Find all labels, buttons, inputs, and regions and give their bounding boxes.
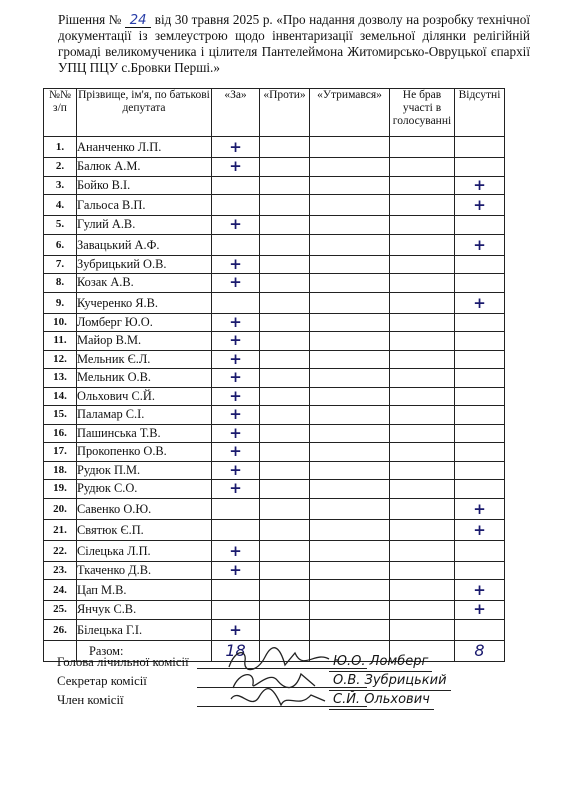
vote-abstained-mark xyxy=(310,406,390,425)
col-name: Прізвище, ім'я, по батькові депутата xyxy=(77,89,212,137)
deputy-name: Савенко О.Ю. xyxy=(77,498,212,519)
not-voted-mark xyxy=(390,561,455,580)
vote-for-mark: + xyxy=(212,137,260,158)
vote-against-mark xyxy=(260,158,310,177)
absent-mark xyxy=(455,561,505,580)
signature-block xyxy=(57,653,527,710)
table-row xyxy=(44,619,505,640)
table-row xyxy=(44,234,505,255)
vote-against-mark xyxy=(260,619,310,640)
vote-abstained-mark xyxy=(310,274,390,293)
not-voted-mark xyxy=(390,406,455,425)
absent-mark: + xyxy=(455,195,505,216)
row-number: 18. xyxy=(44,461,77,480)
vote-abstained-mark xyxy=(310,619,390,640)
vote-abstained-mark xyxy=(310,443,390,462)
decision-number: 24 xyxy=(125,14,151,28)
vote-for-mark: + xyxy=(212,350,260,369)
vote-abstained-mark xyxy=(310,480,390,499)
vote-against-mark xyxy=(260,443,310,462)
absent-mark xyxy=(455,461,505,480)
deputy-name: Зубрицький О.В. xyxy=(77,255,212,274)
not-voted-mark xyxy=(390,540,455,561)
vote-against-mark xyxy=(260,498,310,519)
not-voted-mark xyxy=(390,216,455,235)
table-row xyxy=(44,350,505,369)
decision-title xyxy=(58,12,530,76)
vote-for-mark: + xyxy=(212,540,260,561)
vote-for-mark: + xyxy=(212,406,260,425)
vote-abstained-mark xyxy=(310,424,390,443)
table-row xyxy=(44,424,505,443)
signer-name: Ю.О. Ломберг xyxy=(329,652,432,672)
table-row xyxy=(44,540,505,561)
vote-for-mark: + xyxy=(212,424,260,443)
table-row xyxy=(44,561,505,580)
absent-mark xyxy=(455,443,505,462)
row-number: 8. xyxy=(44,274,77,293)
row-number: 9. xyxy=(44,292,77,313)
deputy-name: Янчук С.В. xyxy=(77,601,212,620)
vote-against-mark xyxy=(260,234,310,255)
table-row xyxy=(44,406,505,425)
absent-mark xyxy=(455,387,505,406)
not-voted-mark xyxy=(390,292,455,313)
row-number: 23. xyxy=(44,561,77,580)
vote-against-mark xyxy=(260,176,310,195)
col-number: №№ з/п xyxy=(44,89,77,137)
vote-for-mark: + xyxy=(212,332,260,351)
col-not-voted: Не брав участі в голосуванні xyxy=(390,89,455,137)
absent-mark: + xyxy=(455,519,505,540)
vote-for-mark: + xyxy=(212,461,260,480)
deputy-name: Рудюк С.О. xyxy=(77,480,212,499)
table-row xyxy=(44,216,505,235)
vote-for-mark xyxy=(212,292,260,313)
vote-abstained-mark xyxy=(310,158,390,177)
signature-role: Секретар комісії xyxy=(57,674,147,688)
not-voted-mark xyxy=(390,176,455,195)
not-voted-mark xyxy=(390,234,455,255)
deputy-name: Ананченко Л.П. xyxy=(77,137,212,158)
deputy-name: Цап М.В. xyxy=(77,580,212,601)
row-number: 22. xyxy=(44,540,77,561)
deputy-name: Прокопенко О.В. xyxy=(77,443,212,462)
deputy-name: Мельник Є.Л. xyxy=(77,350,212,369)
absent-mark xyxy=(455,424,505,443)
absent-mark xyxy=(455,369,505,388)
vote-abstained-mark xyxy=(310,519,390,540)
absent-mark xyxy=(455,216,505,235)
table-row xyxy=(44,137,505,158)
row-number: 14. xyxy=(44,387,77,406)
vote-for-mark: + xyxy=(212,216,260,235)
vote-against-mark xyxy=(260,313,310,332)
vote-against-mark xyxy=(260,350,310,369)
table-header-row xyxy=(44,89,505,137)
vote-against-mark xyxy=(260,601,310,620)
vote-against-mark xyxy=(260,369,310,388)
not-voted-mark xyxy=(390,313,455,332)
table-row xyxy=(44,292,505,313)
vote-abstained-mark xyxy=(310,195,390,216)
not-voted-mark xyxy=(390,350,455,369)
vote-for-mark: + xyxy=(212,480,260,499)
absent-mark: + xyxy=(455,601,505,620)
vote-for-mark: + xyxy=(212,313,260,332)
row-number: 21. xyxy=(44,519,77,540)
vote-abstained-mark xyxy=(310,216,390,235)
table-row xyxy=(44,195,505,216)
voting-table xyxy=(43,88,505,662)
row-number: 6. xyxy=(44,234,77,255)
deputy-name: Паламар С.І. xyxy=(77,406,212,425)
vote-for-mark: + xyxy=(212,369,260,388)
vote-for-mark: + xyxy=(212,619,260,640)
not-voted-mark xyxy=(390,255,455,274)
not-voted-mark xyxy=(390,195,455,216)
table-row xyxy=(44,158,505,177)
absent-mark xyxy=(455,480,505,499)
absent-mark xyxy=(455,274,505,293)
deputy-name: Гулий А.В. xyxy=(77,216,212,235)
table-row xyxy=(44,274,505,293)
vote-against-mark xyxy=(260,561,310,580)
not-voted-mark xyxy=(390,158,455,177)
vote-for-mark xyxy=(212,601,260,620)
vote-for-mark xyxy=(212,519,260,540)
signature-row xyxy=(57,691,527,710)
not-voted-mark xyxy=(390,601,455,620)
row-number: 24. xyxy=(44,580,77,601)
total-for: 18 xyxy=(212,640,260,661)
signer-name: С.Й. Ольхович xyxy=(329,690,434,710)
not-voted-mark xyxy=(390,369,455,388)
deputy-name: Ткаченко Д.В. xyxy=(77,561,212,580)
vote-for-mark xyxy=(212,195,260,216)
deputy-name: Кучеренко Я.В. xyxy=(77,292,212,313)
vote-abstained-mark xyxy=(310,292,390,313)
vote-for-mark: + xyxy=(212,443,260,462)
decision-text: від 30 травня 2025 р. «Про надання дозволу на розробку технічної документації із землеустрою щодо інвентаризації земельної ділянки релігійній громаді великомученика і цілителя Пантелеймона Житомирсько-Овруцької єпархії УПЦ ПЦУ с.Бровки Перші.» xyxy=(58,12,530,75)
absent-mark xyxy=(455,137,505,158)
table-row xyxy=(44,480,505,499)
vote-abstained-mark xyxy=(310,234,390,255)
vote-for-mark: + xyxy=(212,387,260,406)
vote-against-mark xyxy=(260,137,310,158)
vote-for-mark: + xyxy=(212,274,260,293)
vote-against-mark xyxy=(260,387,310,406)
signer-name: О.В. Зубрицький xyxy=(329,671,451,691)
row-number: 13. xyxy=(44,369,77,388)
row-number: 11. xyxy=(44,332,77,351)
table-row xyxy=(44,332,505,351)
vote-against-mark xyxy=(260,274,310,293)
absent-mark: + xyxy=(455,234,505,255)
col-against: «Проти» xyxy=(260,89,310,137)
deputy-name: Козак А.В. xyxy=(77,274,212,293)
deputy-name: Рудюк П.М. xyxy=(77,461,212,480)
vote-against-mark xyxy=(260,540,310,561)
vote-for-mark xyxy=(212,176,260,195)
vote-against-mark xyxy=(260,216,310,235)
vote-abstained-mark xyxy=(310,313,390,332)
row-number: 17. xyxy=(44,443,77,462)
vote-abstained-mark xyxy=(310,498,390,519)
row-number: 1. xyxy=(44,137,77,158)
vote-for-mark: + xyxy=(212,158,260,177)
absent-mark: + xyxy=(455,176,505,195)
table-row xyxy=(44,601,505,620)
signature-role: Голова лічильної комісії xyxy=(57,655,189,669)
not-voted-mark xyxy=(390,137,455,158)
absent-mark: + xyxy=(455,580,505,601)
vote-against-mark xyxy=(260,461,310,480)
row-number: 20. xyxy=(44,498,77,519)
vote-abstained-mark xyxy=(310,561,390,580)
not-voted-mark xyxy=(390,619,455,640)
not-voted-mark xyxy=(390,498,455,519)
row-number: 10. xyxy=(44,313,77,332)
absent-mark xyxy=(455,406,505,425)
not-voted-mark xyxy=(390,443,455,462)
vote-for-mark: + xyxy=(212,561,260,580)
vote-against-mark xyxy=(260,424,310,443)
vote-against-mark xyxy=(260,255,310,274)
col-for: «За» xyxy=(212,89,260,137)
table-row xyxy=(44,580,505,601)
absent-mark xyxy=(455,540,505,561)
table-row xyxy=(44,498,505,519)
deputy-name: Балюк А.М. xyxy=(77,158,212,177)
vote-against-mark xyxy=(260,519,310,540)
col-absent: Відсутні xyxy=(455,89,505,137)
vote-abstained-mark xyxy=(310,387,390,406)
vote-against-mark xyxy=(260,480,310,499)
row-number: 16. xyxy=(44,424,77,443)
signature-role: Член комісії xyxy=(57,693,124,707)
vote-for-mark xyxy=(212,234,260,255)
table-row xyxy=(44,313,505,332)
total-absent: 8 xyxy=(455,640,505,661)
handwritten-signature xyxy=(225,685,335,713)
deputy-name: Ломберг Ю.О. xyxy=(77,313,212,332)
vote-abstained-mark xyxy=(310,137,390,158)
vote-against-mark xyxy=(260,406,310,425)
not-voted-mark xyxy=(390,332,455,351)
deputy-name: Завацький А.Ф. xyxy=(77,234,212,255)
table-row xyxy=(44,176,505,195)
vote-abstained-mark xyxy=(310,540,390,561)
row-number: 12. xyxy=(44,350,77,369)
absent-mark xyxy=(455,158,505,177)
not-voted-mark xyxy=(390,424,455,443)
vote-abstained-mark xyxy=(310,461,390,480)
not-voted-mark xyxy=(390,387,455,406)
absent-mark: + xyxy=(455,292,505,313)
vote-against-mark xyxy=(260,292,310,313)
col-abstained: «Утримався» xyxy=(310,89,390,137)
absent-mark xyxy=(455,255,505,274)
total-label: Разом: xyxy=(77,640,212,661)
table-row xyxy=(44,519,505,540)
table-row xyxy=(44,255,505,274)
not-voted-mark xyxy=(390,480,455,499)
vote-abstained-mark xyxy=(310,369,390,388)
vote-abstained-mark xyxy=(310,255,390,274)
absent-mark xyxy=(455,350,505,369)
table-row xyxy=(44,461,505,480)
row-number: 7. xyxy=(44,255,77,274)
not-voted-mark xyxy=(390,580,455,601)
table-row xyxy=(44,443,505,462)
row-number: 26. xyxy=(44,619,77,640)
row-number: 19. xyxy=(44,480,77,499)
row-number: 3. xyxy=(44,176,77,195)
vote-abstained-mark xyxy=(310,601,390,620)
deputy-name: Гальоса В.П. xyxy=(77,195,212,216)
table-row xyxy=(44,369,505,388)
deputy-name: Ольхович С.Й. xyxy=(77,387,212,406)
vote-for-mark: + xyxy=(212,255,260,274)
deputy-name: Майор В.М. xyxy=(77,332,212,351)
deputy-name: Пашинська Т.В. xyxy=(77,424,212,443)
deputy-name: Мельник О.В. xyxy=(77,369,212,388)
deputy-name: Білецька Г.І. xyxy=(77,619,212,640)
not-voted-mark xyxy=(390,274,455,293)
deputy-name: Сілецька Л.П. xyxy=(77,540,212,561)
not-voted-mark xyxy=(390,461,455,480)
vote-against-mark xyxy=(260,195,310,216)
decision-prefix: Рішення № xyxy=(58,12,122,27)
vote-against-mark xyxy=(260,580,310,601)
deputy-name: Святюк Є.П. xyxy=(77,519,212,540)
row-number: 2. xyxy=(44,158,77,177)
vote-against-mark xyxy=(260,332,310,351)
vote-abstained-mark xyxy=(310,350,390,369)
absent-mark xyxy=(455,619,505,640)
row-number: 5. xyxy=(44,216,77,235)
vote-for-mark xyxy=(212,580,260,601)
absent-mark xyxy=(455,332,505,351)
vote-for-mark xyxy=(212,498,260,519)
row-number: 4. xyxy=(44,195,77,216)
vote-abstained-mark xyxy=(310,176,390,195)
not-voted-mark xyxy=(390,519,455,540)
absent-mark xyxy=(455,313,505,332)
row-number: 25. xyxy=(44,601,77,620)
row-number: 15. xyxy=(44,406,77,425)
absent-mark: + xyxy=(455,498,505,519)
deputy-name: Бойко В.І. xyxy=(77,176,212,195)
table-row xyxy=(44,387,505,406)
vote-abstained-mark xyxy=(310,332,390,351)
vote-abstained-mark xyxy=(310,580,390,601)
